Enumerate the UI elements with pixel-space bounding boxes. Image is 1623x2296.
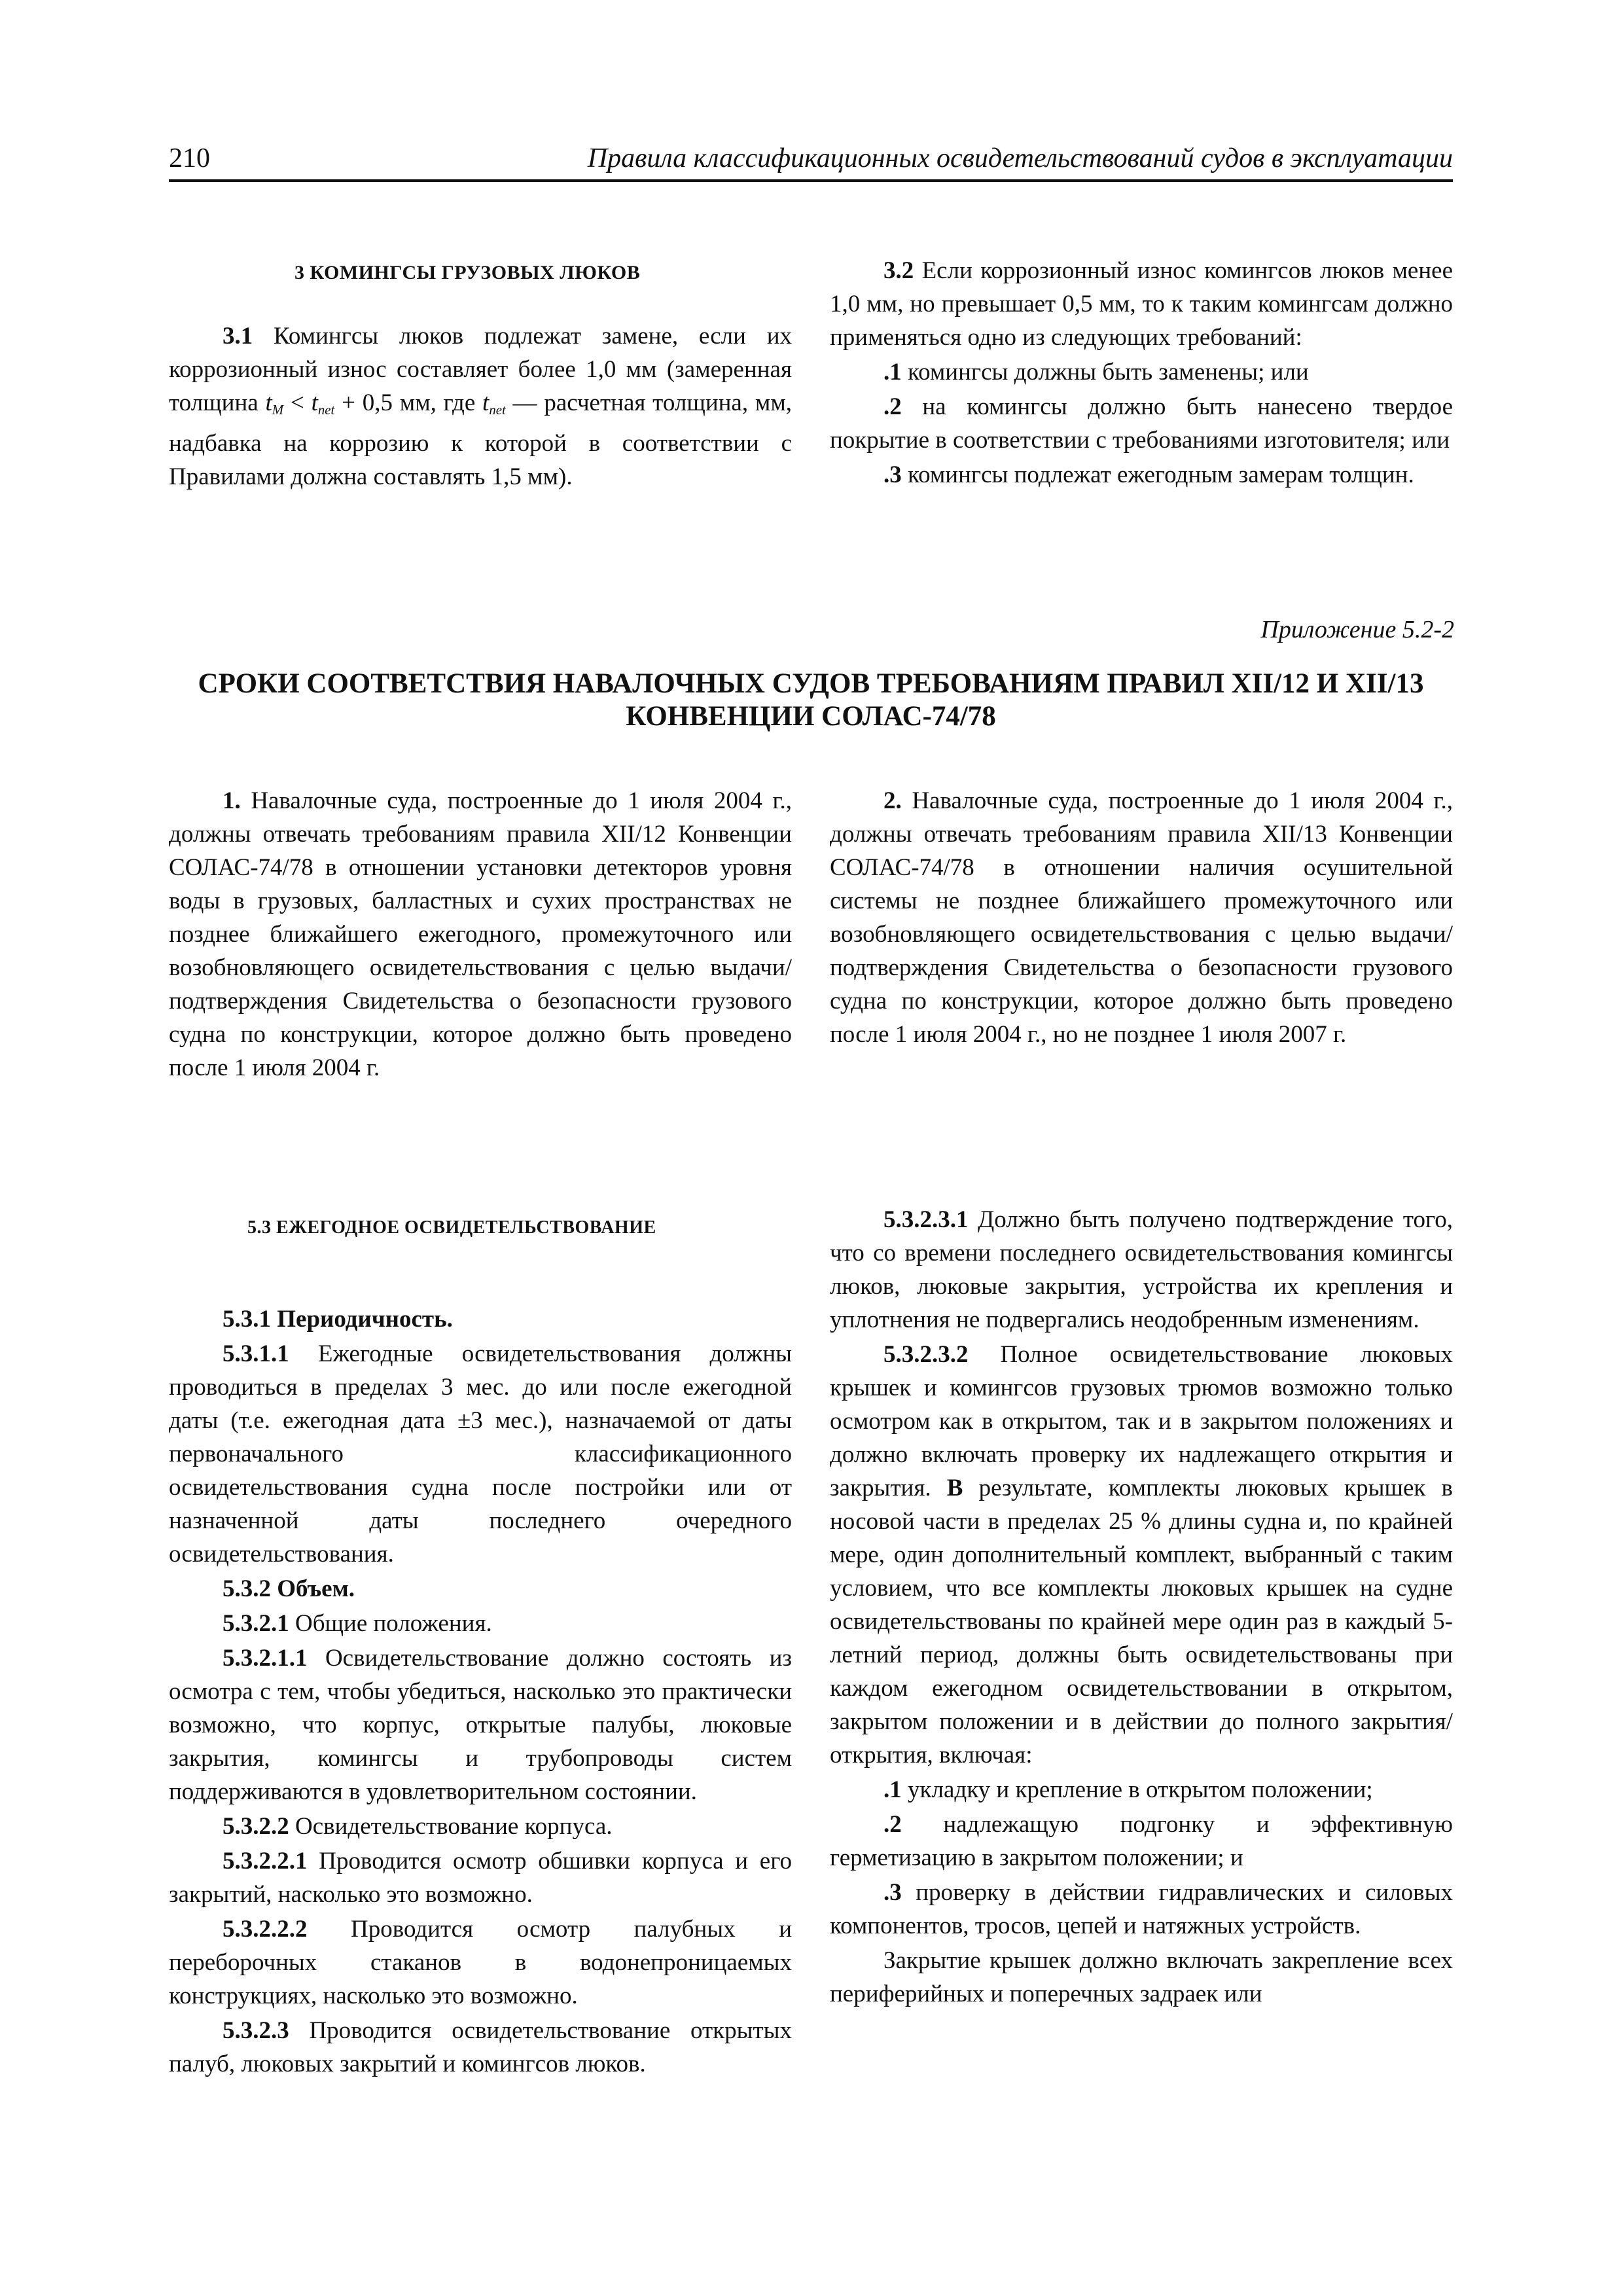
inspection-item-1: .1 укладку и крепление в открытом положении; [883, 1776, 1373, 1803]
section-3-right-column [830, 254, 1453, 493]
paragraph-5-3-2-3-2: 5.3.2.3.2 Полное освидетельствование люковых крышек и комингсов грузовых трюмов возможно только осмотром как в открытом, так и в закрытом положениях и должно включать проверку их надлежащего открытия и закрытия. В результате, комплекты люковых крышек в носовой части в пределах 25 % длины судна и, по крайней мере, один дополнительный комплект, выбранный с таким условием, что все комплекты люковых крышек на судне освидетельствованы по крайней мере один раз в каждый 5-летний период, должны быть освидетельствованы при каждом ежегодном освидетельствовании в открытом, закрытом положении и в действии до полного закрытия/открытия, включая: [830, 1341, 1453, 1768]
page-header [169, 143, 1453, 188]
paragraph-3-1: 3.1 Комингсы люков подлежат замене, если их коррозионный износ составляет более 1,0 мм (замеренная толщина $t_M < t_{net} + 0,5$ мм, где $t_{net}$ — расчетная толщина, мм, надбавка на коррозию к которой в соответствии с Правилами должна составлять 1,5 мм). [169, 323, 792, 490]
annex-title [169, 668, 1453, 733]
annex-paragraph-1: 1. Навалочные суда, построенные до 1 июля 2004 г., должны отвечать требованиям правила XII/12 Конвенции СОЛАС-74/78 в отношении установки детекторов уровня воды в грузовых, балластных и сухих пространствах не позднее ближайшего ежегодного, промежуточного или возобновляющего освидетельствования с целью выдачи/подтверждения Свидетельства о безопасности грузового судна по конструкции, которое должно быть проведено после 1 июля 2004 г. [169, 787, 792, 1081]
running-title: Правила классификационных освидетельствований судов в эксплуатации [587, 143, 1453, 173]
section-5-3-heading: 5.3 ЕЖЕГОДНОЕ ОСВИДЕТЕЛЬСТВОВАНИЕ [247, 1217, 656, 1238]
inspection-item-2: .2 надлежащую подгонку и эффективную герметизацию в закрытом положении; и [830, 1811, 1453, 1871]
header-rule [169, 179, 1453, 182]
paragraph-5-3-1-1: 5.3.1.1 Ежегодные освидетельствования должны проводиться в пределах 3 мес. до или после ежегодной даты (т.е. ежегодная дата ±3 мес.), назначаемой от даты первоначального классификационного освидетельствования судна после постройки или от назначенной даты последнего очередного освидетельствования. [169, 1340, 792, 1568]
annex-left-column [169, 784, 792, 1085]
paragraph-5-3-1: 5.3.1 Периодичность. [223, 1306, 453, 1333]
page-number: 210 [169, 143, 210, 173]
inspection-item-3: .3 проверку в действии гидравлических и силовых компонентов, тросов, цепей и натяжных устройств. [830, 1879, 1453, 1939]
paragraph-5-3-2-3-1: 5.3.2.3.1 Должно быть получено подтверждение того, что со времени последнего освидетельствования комингсы люков, люковые закрытия, устройства их крепления и уплотнения не подвергались неодобренным изменениям. [830, 1206, 1453, 1333]
paragraph-5-3-2-3: 5.3.2.3 Проводится освидетельствование открытых палуб, люковых закрытий и комингсов люков. [169, 2017, 792, 2077]
section-3-heading: 3 КОМИНГСЫ ГРУЗОВЫХ ЛЮКОВ [294, 262, 641, 283]
annex-title-line-1: СРОКИ СООТВЕТСТВИЯ НАВАЛОЧНЫХ СУДОВ ТРЕБОВАНИЯМ ПРАВИЛ XII/12 И XII/13 [198, 668, 1424, 699]
section-5-3-left-column [169, 1302, 792, 2082]
paragraph-3-2: 3.2 Если коррозионный износ комингсов люков менее 1,0 мм, но превышает 0,5 мм, то к таким комингсам должно применяться одно из следующих требований: [830, 257, 1453, 351]
closing-paragraph: Закрытие крышек должно включать закрепление всех периферийных и поперечных задраек или [830, 1947, 1453, 2007]
paragraph-5-3-2-2: 5.3.2.2 Освидетельствование корпуса. [223, 1813, 613, 1840]
list-item-3: .3 комингсы подлежат ежегодным замерам толщин. [883, 461, 1414, 488]
paragraph-5-3-2-1: 5.3.2.1 Общие положения. [223, 1610, 492, 1637]
paragraph-5-3-2-1-1: 5.3.2.1.1 Освидетельствование должно состоять из осмотра с тем, чтобы убедиться, насколько это практически возможно, что корпус, открытые палубы, люковые закрытия, комингсы и трубопроводы систем поддерживаются в удовлетворительном состоянии. [169, 1645, 792, 1805]
paragraph-5-3-2: 5.3.2 Объем. [223, 1575, 355, 1602]
section-3-left-column [169, 319, 792, 493]
paragraph-5-3-2-2-2: 5.3.2.2.2 Проводится осмотр палубных и переборочных стаканов в водонепроницаемых конструкциях, насколько это возможно. [169, 1916, 792, 2009]
list-item-1: .1 комингсы должны быть заменены; или [883, 359, 1309, 386]
annex-title-line-2: КОНВЕНЦИИ СОЛАС-74/78 [626, 701, 996, 732]
annex-paragraph-2: 2. Навалочные суда, построенные до 1 июля 2004 г., должны отвечать требованиям правила XII/13 Конвенции СОЛАС-74/78 в отношении наличия осушительной системы не позднее ближайшего промежуточного или возобновляющего освидетельствования с целью выдачи/подтверждения Свидетельства о безопасности грузового судна по конструкции, которое должно быть проведено после 1 июля 2004 г., но не позднее 1 июля 2007 г. [830, 787, 1453, 1048]
list-item-2: .2 на комингсы должно быть нанесено твердое покрытие в соответствии с требованиями изготовителя; или [830, 393, 1453, 454]
annex-label: Приложение 5.2-2 [1260, 616, 1454, 643]
section-5-3-right-column [830, 1203, 1453, 2012]
annex-right-column [830, 784, 1453, 1051]
paragraph-5-3-2-2-1: 5.3.2.2.1 Проводится осмотр обшивки корпуса и его закрытий, насколько это возможно. [169, 1848, 792, 1908]
